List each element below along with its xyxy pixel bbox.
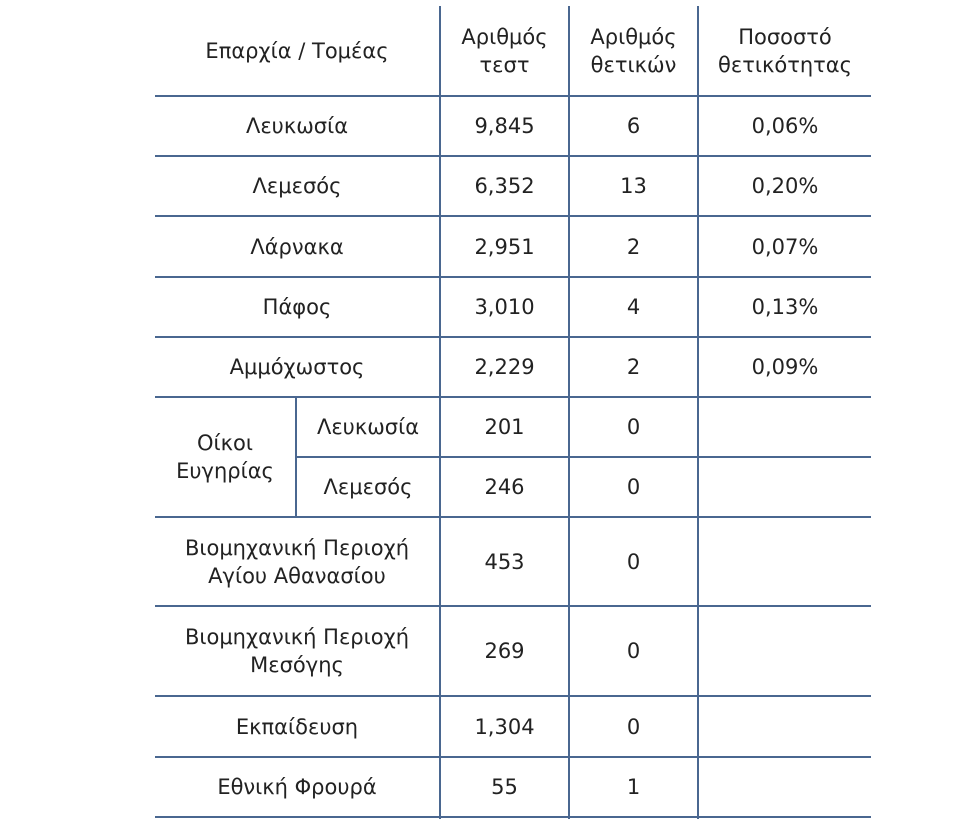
row-rate: 0,09%: [751, 355, 819, 379]
subrow-positives: 0: [626, 475, 641, 499]
table-bottom-border: [155, 816, 871, 818]
row-positives: 6: [626, 114, 641, 138]
row-region: Αμμόχωστος: [229, 355, 365, 379]
header-rate: Ποσοστό θετικότητας: [718, 24, 852, 77]
row-tests: 9,845: [474, 114, 535, 138]
nursing-homes-group-label: Οίκοι Ευγηρίας: [176, 431, 274, 483]
row-tests: 1,304: [474, 714, 535, 739]
row-region: Εκπαίδευση: [235, 714, 359, 739]
row-rate: 0,07%: [751, 234, 819, 259]
header-region: Επαρχία / Τομέας: [205, 38, 389, 63]
subrow-positives: 0: [626, 415, 641, 439]
subrow-tests: 246: [484, 475, 525, 499]
row-region: Λάρνακα: [250, 234, 344, 259]
subrow-rate: [699, 398, 871, 456]
row-tests: 3,010: [474, 295, 535, 319]
row-rate: 0,06%: [751, 114, 819, 138]
row-region: Λεμεσός: [252, 174, 342, 198]
subrow-region: Λευκωσία: [316, 415, 420, 439]
row-positives: 0: [626, 714, 641, 739]
row-region: Λευκωσία: [245, 114, 349, 138]
row-rate: [699, 607, 871, 695]
row-positives: 4: [626, 295, 641, 319]
row-region: Βιομηχανική Περιοχή Μεσόγης: [184, 625, 410, 677]
row-rate: 0,20%: [751, 174, 819, 198]
row-rate: [699, 518, 871, 605]
row-region: Βιομηχανική Περιοχή Αγίου Αθανασίου: [184, 535, 410, 588]
subrow-rate: [699, 458, 871, 516]
row-tests: 6,352: [474, 174, 535, 198]
row-positives: 1: [626, 775, 641, 799]
row-rate: [699, 697, 871, 756]
row-tests: 2,229: [474, 355, 535, 379]
row-positives: 2: [626, 355, 641, 379]
test-results-table: [155, 6, 871, 825]
header-tests: Αριθμός τεστ: [461, 24, 548, 77]
row-positives: 2: [626, 234, 641, 259]
subrow-tests: 201: [484, 415, 525, 439]
row-positives: 0: [626, 549, 641, 574]
row-tests: 2,951: [474, 234, 535, 259]
header-positives: Αριθμός θετικών: [590, 24, 677, 77]
row-positives: 13: [620, 174, 647, 198]
row-tests: 55: [491, 775, 518, 799]
row-rate: 0,13%: [751, 295, 819, 319]
row-region: Εθνική Φρουρά: [217, 775, 377, 799]
row-positives: 0: [626, 639, 641, 663]
row-tests: 453: [484, 549, 525, 574]
row-region: Πάφος: [262, 295, 332, 319]
row-rate: [699, 758, 871, 816]
subrow-region: Λεμεσός: [323, 475, 413, 499]
row-tests: 269: [484, 639, 525, 663]
